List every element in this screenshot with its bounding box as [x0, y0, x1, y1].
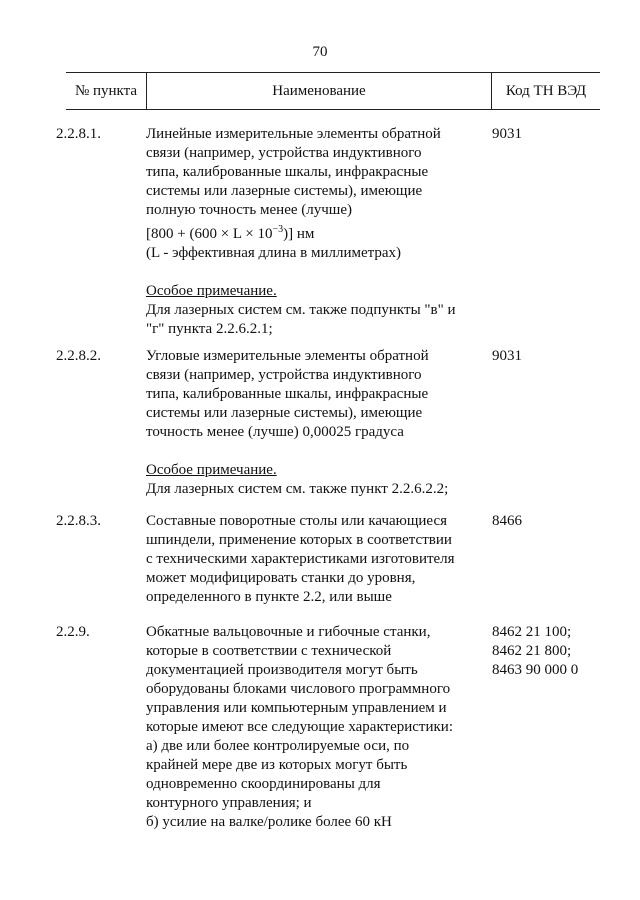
- description-line: связи (например, устройства индуктивного: [146, 367, 422, 383]
- entry-description: [146, 347, 486, 499]
- description-line: одновременно скоординированы для: [146, 776, 381, 792]
- entry-code: [492, 347, 632, 366]
- description-line: полную точность менее (лучше): [146, 202, 352, 218]
- code-line: 8463 90 000 0: [492, 662, 579, 678]
- description-line: системы или лазерные системы), имеющие: [146, 405, 423, 421]
- entry-description: [146, 623, 486, 832]
- description-line: б) усилие на валке/ролике более 60 кН: [146, 814, 392, 830]
- entry-number: 2.2.9.: [56, 624, 90, 640]
- entry-number: 2.2.8.2.: [56, 348, 101, 364]
- note-line: Для лазерных систем см. также пункт 2.2.6.2.2;: [146, 481, 449, 497]
- formula-suffix: )] нм: [283, 226, 315, 242]
- description-line: типа, калиброванные шкалы, инфракрасные: [146, 164, 429, 180]
- description-line: документацией производителя могут быть: [146, 662, 418, 678]
- description-line: Составные поворотные столы или качающиеся: [146, 513, 448, 529]
- note-line: Для лазерных систем см. также подпункты "в" и: [146, 302, 456, 318]
- formula-line: [146, 220, 486, 244]
- description-line: Угловые измерительные элементы обратной: [146, 348, 429, 364]
- entry-code: [492, 623, 632, 680]
- entry-code: [492, 125, 632, 144]
- description-line: с техническими характеристиками изготовителя: [146, 551, 455, 567]
- note-heading: Особое примечание.: [146, 462, 277, 478]
- page-number: 70: [312, 44, 328, 60]
- code-line: 9031: [492, 348, 522, 364]
- column-header-name: Наименование: [272, 83, 366, 99]
- column-header-number: № пункта: [74, 83, 138, 99]
- description-line: крайней мере две из которых могут быть: [146, 757, 408, 773]
- entry-code: [492, 512, 632, 531]
- formula-note: (L - эффективная длина в миллиметрах): [146, 245, 402, 261]
- note-heading: Особое примечание.: [146, 283, 277, 299]
- description-line: а) две или более контролируемые оси, по: [146, 738, 410, 754]
- description-line: которые имеют все следующие характеристики:: [146, 719, 454, 735]
- description-line: которые в соответствии с технической: [146, 643, 392, 659]
- description-line: Обкатные вальцовочные и гибочные станки,: [146, 624, 431, 640]
- description-line: системы или лазерные системы), имеющие: [146, 183, 423, 199]
- column-header-code: Код ТН ВЭД: [505, 83, 587, 99]
- formula-exponent: −3: [272, 224, 284, 235]
- description-line: Линейные измерительные элементы обратной: [146, 126, 441, 142]
- entry-number: 2.2.8.1.: [56, 126, 101, 142]
- code-line: 9031: [492, 126, 522, 142]
- description-line: управления или компьютерным управлением и: [146, 700, 447, 716]
- table-header: [66, 72, 600, 110]
- entry-description: [146, 125, 486, 339]
- description-line: определенного в пункте 2.2, или выше: [146, 589, 392, 605]
- description-line: оборудованы блоками числового программного: [146, 681, 451, 697]
- description-line: связи (например, устройства индуктивного: [146, 145, 422, 161]
- description-line: шпиндели, применение которых в соответствии: [146, 532, 452, 548]
- description-line: контурного управления; и: [146, 795, 312, 811]
- description-line: может модифицировать станки до уровня,: [146, 570, 416, 586]
- code-line: 8462 21 800;: [492, 643, 572, 659]
- code-line: 8466: [492, 513, 522, 529]
- entry-number: 2.2.8.3.: [56, 513, 101, 529]
- description-line: точность менее (лучше) 0,00025 градуса: [146, 424, 404, 440]
- description-line: типа, калиброванные шкалы, инфракрасные: [146, 386, 429, 402]
- formula-prefix: [800 + (600 × L × 10: [146, 226, 273, 242]
- note-line: "г" пункта 2.2.6.2.1;: [146, 321, 273, 337]
- entry-description: [146, 512, 486, 607]
- code-line: 8462 21 100;: [492, 624, 572, 640]
